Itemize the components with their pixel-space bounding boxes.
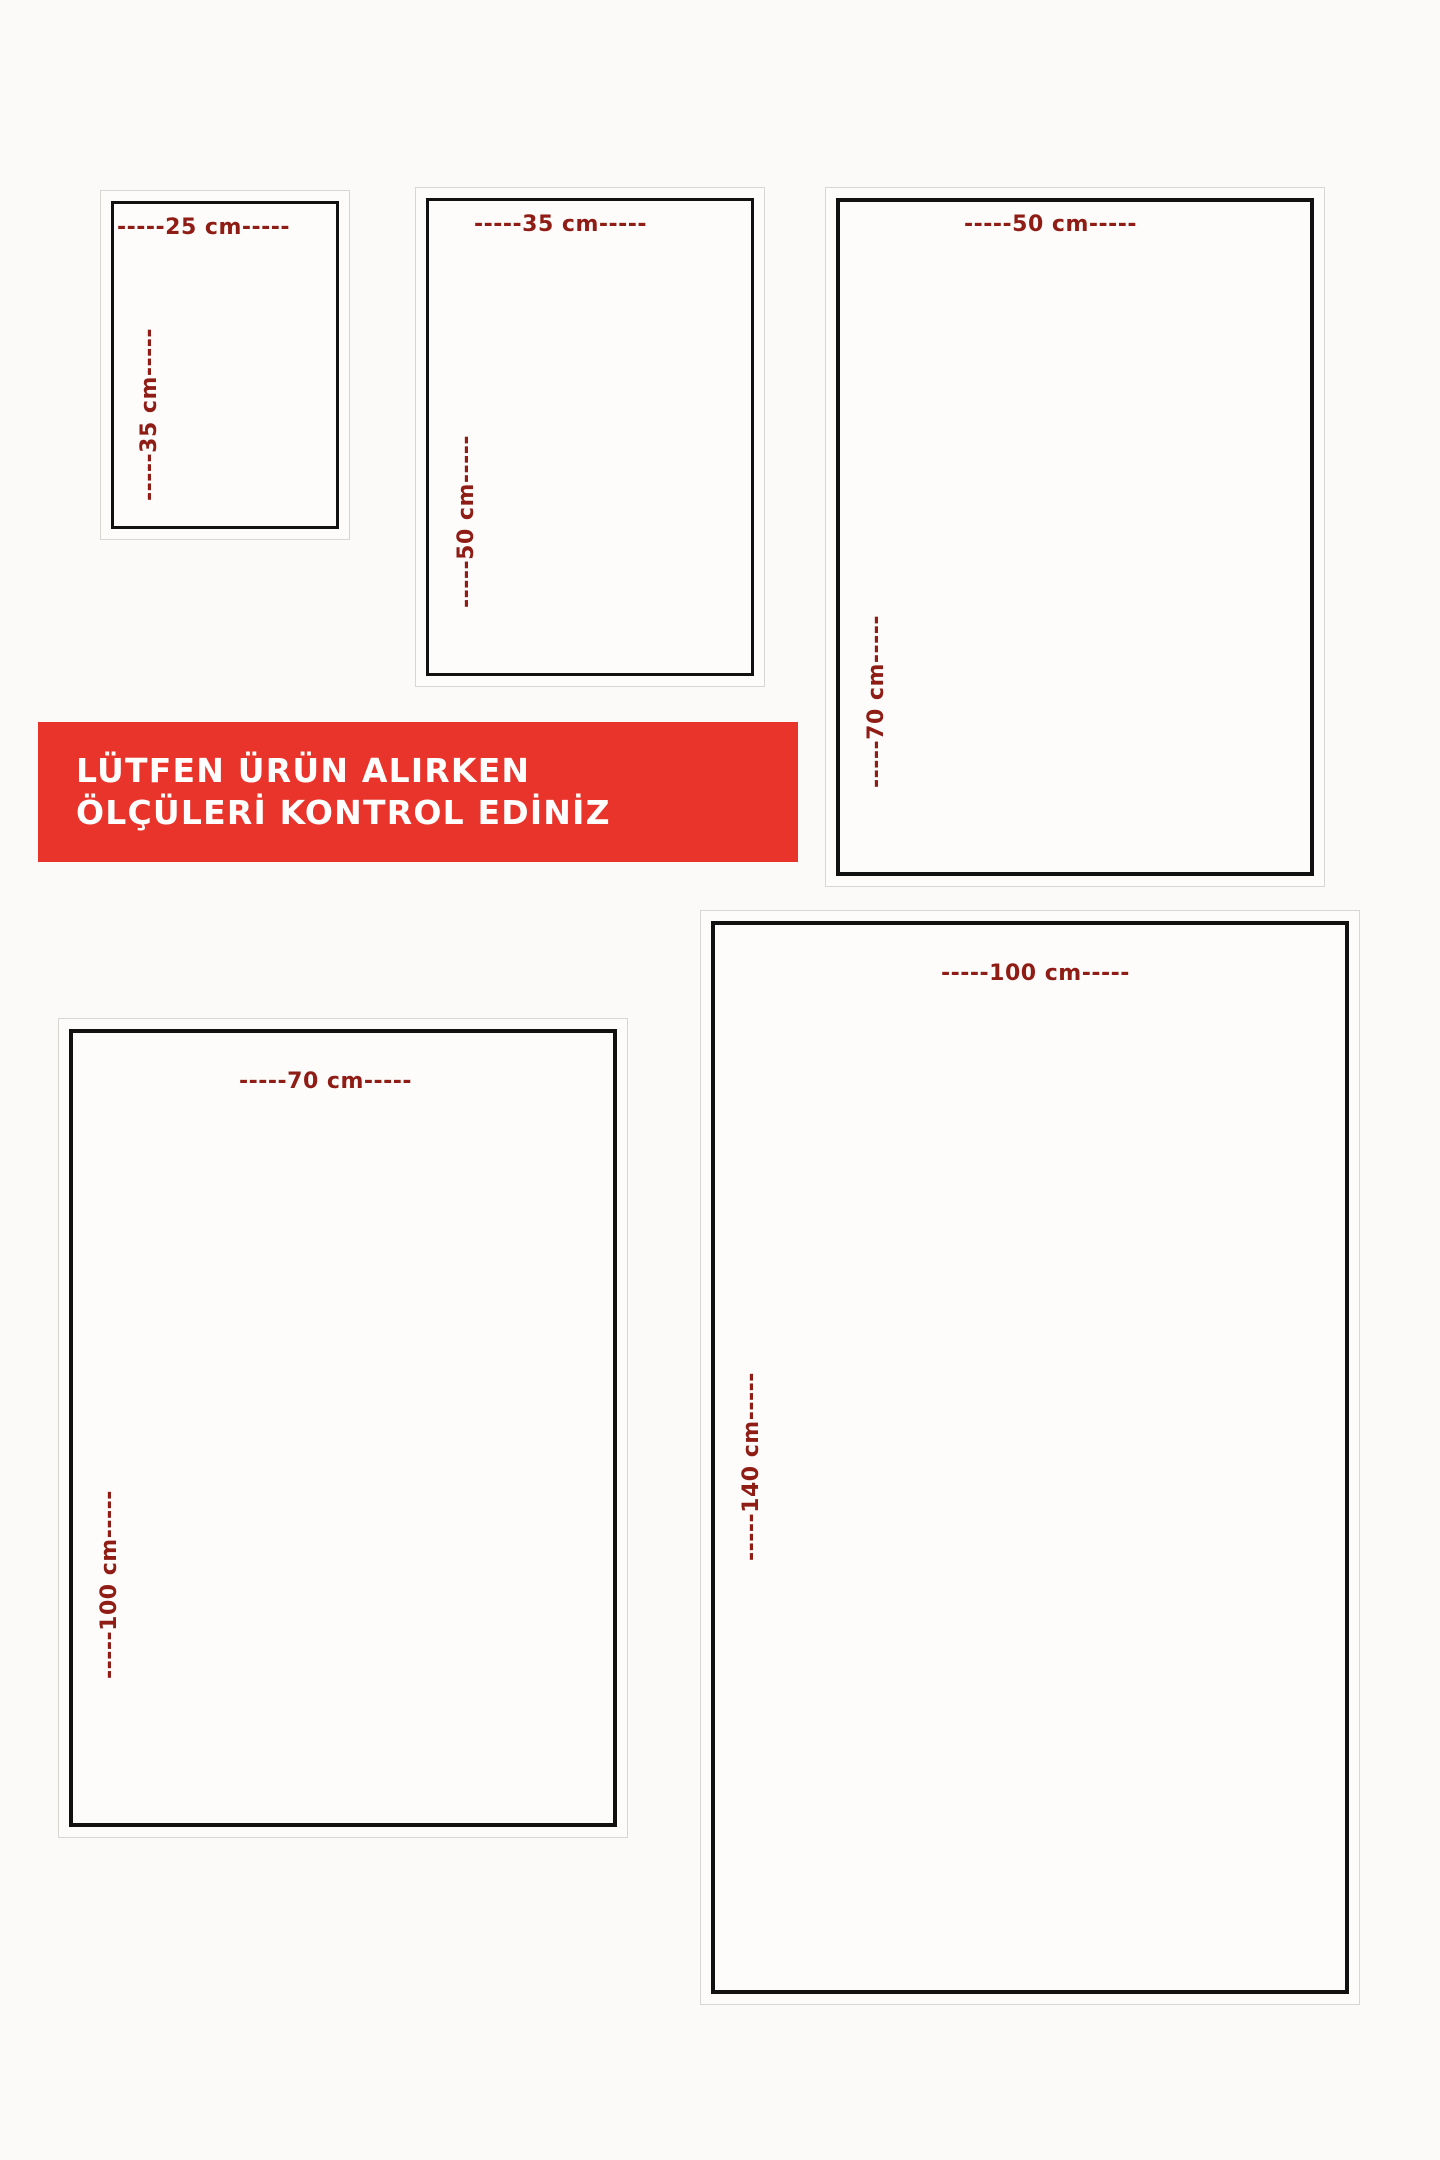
frame-50x70-inner [836,198,1314,876]
frame-70x100-width-label: -----70 cm----- [239,1069,413,1094]
frame-25x35-width-label: -----25 cm----- [117,215,291,240]
frame-25x35-height-label: -----35 cm----- [137,327,162,501]
frame-70x100-height-label: -----100 cm----- [97,1490,122,1679]
frame-100x140-width-label: -----100 cm----- [941,961,1130,986]
banner-line-1: LÜTFEN ÜRÜN ALIRKEN [76,750,531,790]
frame-100x140-height-label: -----140 cm----- [739,1372,764,1561]
frame-100x140-inner [711,921,1349,1994]
frame-35x50-width-label: -----35 cm----- [474,212,648,237]
size-warning-banner [38,722,798,862]
frame-50x70-width-label: -----50 cm----- [964,212,1138,237]
frame-70x100 [58,1018,628,1838]
banner-line-2: ÖLÇÜLERİ KONTROL EDİNİZ [76,793,611,832]
frame-70x100-inner [69,1029,617,1827]
frame-100x140 [700,910,1360,2005]
frame-50x70 [825,187,1325,887]
frame-35x50-height-label: -----50 cm----- [454,434,479,608]
frame-25x35 [100,190,350,540]
frame-50x70-height-label: -----70 cm----- [864,614,889,788]
frame-35x50 [415,187,765,687]
